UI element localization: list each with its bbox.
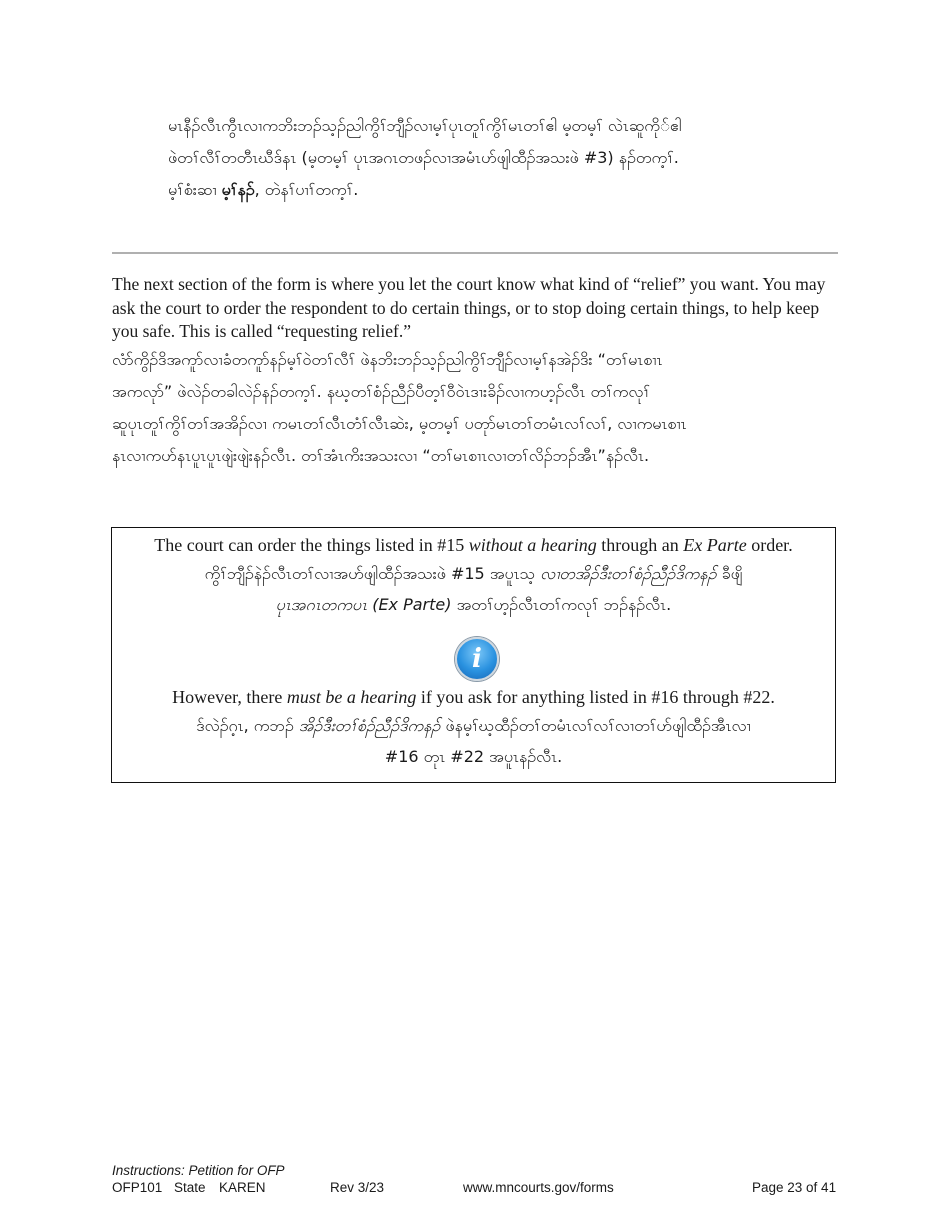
relief-karen-text (112, 344, 842, 472)
relief-karen-line: နၤလၢကဟ်နၤပူၤပူၤဖျဲးဖျဲးနၣ်လီၤ. တၢ်အံၤကိးအသးလၢ “တၢ်မၤစၢၤလၢတၢ်လိၣ်ဘၣ်အီၤ”နၣ်လီၤ. (112, 445, 650, 465)
relief-karen-line: အကလုာ်” ဖဲလဲၣ်တခါလဲၣ်နၣ်တက့ၢ်. နဃ့တၢ်စံၣ်ညီၣ်ပီတ့ၢ်ဝီဝဲၤဒၢးခိၣ်လၢကဟ့ၣ်လီၤ တၢ်ကလုၢ် (112, 381, 650, 401)
text-span: The court can order the things listed in #15 (154, 535, 469, 555)
text-span: ကွိၢ်ဘျီၣ်နဲၣ်လီၤတၢ်လၢအဟ်ဖျါထီၣ်အသးဖဲ #15 အပူၤသ့ (204, 564, 541, 583)
footer-state: State (174, 1180, 206, 1195)
footer-doc-title: Instructions: Petition for OFP (112, 1163, 285, 1178)
hearing-karen-line-2: #16 တုၤ #22 အပူၤနၣ်လီၤ. (384, 747, 563, 766)
emphasis-span: အိၣ်ဒီးတၢ်စံၣ်ညီၣ်ဒိကနၣ် (298, 716, 441, 735)
footer-form-id: OFP101 (112, 1180, 163, 1195)
emphasis-without-hearing: without a hearing (468, 535, 597, 555)
text-span: order. (746, 535, 793, 555)
emphasis-ex-parte: Ex Parte (683, 535, 747, 555)
info-glyph: i (472, 644, 482, 674)
ex-parte-karen-line-2 (112, 589, 835, 620)
intro-line-2: ဖဲတၢ်လီၢ်တတီၤဃီဒ်နၤ (မ့တမ့ၢ် ပုၤအဂၤတဖၣ်လၢအမံၤဟ်ဖျါထီၣ်အသးဖဲ #3) နၣ်တက့ၢ်. (168, 148, 679, 167)
footer-page-number: Page 23 of 41 (752, 1180, 837, 1195)
footer-language: KAREN (219, 1180, 266, 1195)
intro-line-1: မၤနီၣ်လီၤကွီၤလၢကဘိးဘၣ်သ့ၣ်ညါကွိၢ်ဘျီၣ်လၢမ့ၢ်ပုၤတူၢ်ကွိၢ်မၤတၢ်ဧါ မ့တမ့ၢ် လဲၤဆူကို်ဧါ (168, 116, 682, 135)
hearing-english-text (112, 686, 835, 708)
intro-line-3-start: မ့ၢ်စံးဆၢ (168, 180, 222, 199)
relief-karen-line: လံာ်ကွိၣ်ဒိအကူာ်လၢခံတကူာ်နၣ်မ့ၢ်ဝဲတၢ်လီၢ် ဖဲနဘိးဘၣ်သ့ၣ်ညါကွိၢ်ဘျီၣ်လၢမ့ၢ်နအဲၣ်ဒိး “တၢ်မၤစၢၤ (112, 349, 663, 369)
ex-parte-english-text (112, 534, 835, 556)
emphasis-span: လၢတအိၣ်ဒီးတၢ်စံၣ်ညီၣ်ဒိကနၣ် (540, 564, 717, 583)
footer-revision: Rev 3/23 (330, 1180, 385, 1195)
relief-karen-line: ဆူပုၤတူၢ်ကွိၢ်တၢ်အအိၣ်လၢ ကမၤတၢ်လီၤတံၢ်လီၤဆဲး, မ့တမ့ၢ် ပတုာ်မၤတၢ်တမံၤလၢ်လၢ်, လၢကမၤစၢၤ (112, 413, 687, 433)
hearing-karen-line-1 (112, 710, 835, 741)
text-span: if you ask for anything listed in #16 through #22. (416, 687, 775, 707)
intro-line-3 (168, 174, 848, 206)
hearing-karen-text (112, 710, 835, 772)
emphasis-span: ပုၤအဂၤတကပၤ (Ex Parte) (275, 595, 452, 614)
text-span: အတၢ်ဟ့ၣ်လီၤတၢ်ကလုၢ် ဘၣ်နၣ်လီၤ. (451, 595, 672, 614)
ex-parte-info-box (111, 527, 836, 783)
intro-line-3-bold: မ့ၢ်နၣ် (221, 180, 255, 199)
text-span: ဖဲနမ့ၢ်ဃ့ထီၣ်တၢ်တမံၤလၢ်လၢ်လၢတၢ်ဟ်ဖျါထီၣ်အီၤလၢ (440, 716, 751, 735)
text-span: ဒ်လဲၣ်ဂ့ၤ, ကဘၣ် (196, 716, 299, 735)
intro-paragraph (168, 110, 848, 206)
section-divider (112, 252, 838, 254)
info-icon (455, 637, 499, 681)
relief-english-text: The next section of the form is where you let the court know what kind of “relief” you want. You may ask the court to order the respondent to do certain things, or to stop doing certain things, to help keep you safe. This is called “requesting relief.” (112, 274, 826, 341)
intro-line-3-end: , တဲနၢ်ပၢၢ်တက့ၢ်. (254, 180, 359, 199)
emphasis-must-be-hearing: must be a hearing (286, 687, 417, 707)
text-span: However, there (172, 687, 287, 707)
footer-url: www.mncourts.gov/forms (463, 1180, 614, 1195)
relief-section (112, 273, 842, 472)
text-span: through an (596, 535, 684, 555)
ex-parte-karen-text (112, 558, 835, 620)
text-span: ခီဖျိ (716, 564, 743, 583)
ex-parte-karen-line-1 (112, 558, 835, 589)
